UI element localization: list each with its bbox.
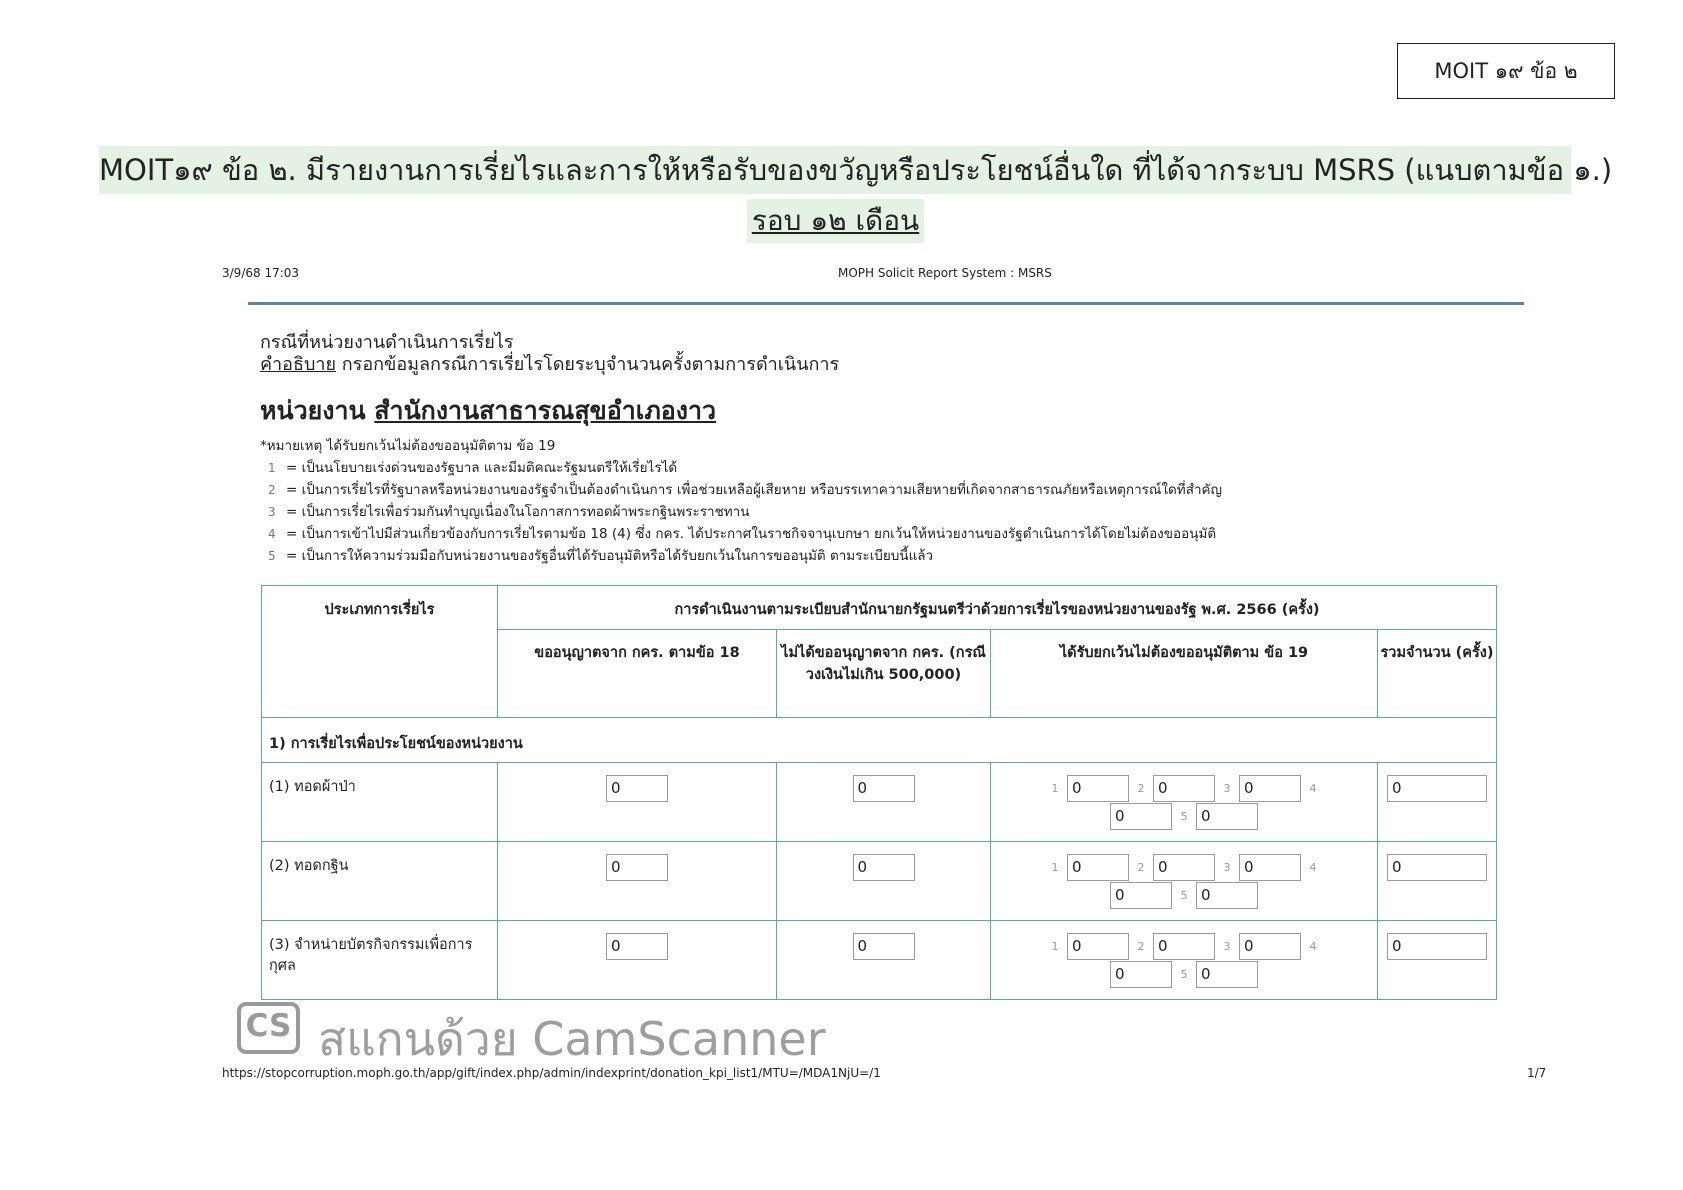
- page-number: 1/7: [1527, 1066, 1547, 1080]
- row-label: (2) ทอดกฐิน: [262, 842, 498, 921]
- row-label: (3) จำหน่ายบัตรกิจกรรมเพื่อการกุศล: [262, 921, 498, 1000]
- print-date: 3/9/68 17:03: [222, 266, 300, 280]
- total-input[interactable]: 0: [1387, 933, 1487, 960]
- camscanner-watermark: สแกนด้วย CamScanner: [318, 1012, 826, 1066]
- remark-title: *หมายเหตุ ได้รับยกเว้นไม่ต้องขออนุมัติตาม ข้อ 19: [260, 438, 556, 454]
- header-permit: ขออนุญาตจาก กคร. ตามข้อ 18: [498, 630, 777, 718]
- header-group: การดำเนินงานตามระเบียบสำนักนายกรัฐมนตรีว่าด้วยการเรี่ยไรของหน่วยงานของรัฐ พ.ศ. 2566 (ครั้ง): [498, 586, 1497, 630]
- exempt-5-input[interactable]: 0: [1196, 882, 1258, 909]
- agency-label: หน่วยงาน: [260, 396, 375, 425]
- header-total: รวมจำนวน (ครั้ง): [1378, 630, 1497, 718]
- document-subtitle: รอบ ๑๒ เดือน: [747, 199, 924, 243]
- agency-name: สำนักงานสาธารณสุขอำเภองาว: [374, 396, 717, 425]
- remark-item: 2 = เป็นการเรี่ยไรที่รัฐบาลหรือหน่วยงานของรัฐจำเป็นต้องดำเนินการ เพื่อช่วยเหลือผู้เสียหาย หรือบรรเทาความเสียหายที่เกิดจากสาธารณภัยหรือเหตุการณ์ใดที่สำคัญ: [268, 482, 1223, 498]
- header-type: ประเภทการเรี่ยไร: [262, 586, 498, 718]
- permit-input[interactable]: 0: [606, 775, 668, 802]
- exempt-1-input[interactable]: 0: [1067, 775, 1129, 802]
- exempt-1-input[interactable]: 0: [1067, 933, 1129, 960]
- exempt-5-input[interactable]: 0: [1196, 961, 1258, 988]
- row-label: (1) ทอดผ้าป่า: [262, 763, 498, 842]
- remark-item: 4 = เป็นการเข้าไปมีส่วนเกี่ยวข้องกับการเรี่ยไรตามข้อ 18 (4) ซึ่ง กคร. ได้ประกาศในราชกิจจานุเบกษา ยกเว้นให้หน่วยงานของรัฐดำเนินการได้โดยไม่ต้องขออนุมัติ: [268, 526, 1217, 542]
- system-name: MOPH Solicit Report System : MSRS: [838, 266, 1052, 280]
- agency-line: [260, 391, 716, 431]
- header-exempt: ได้รับยกเว้นไม่ต้องขออนุมัติตาม ข้อ 19: [991, 630, 1378, 718]
- table-row: (1) ทอดผ้าป่า 0 0 1 0 2 0 3 0 4 0 5 0 0: [262, 763, 1497, 842]
- exempt-5-input[interactable]: 0: [1196, 803, 1258, 830]
- exempt-3-input[interactable]: 0: [1239, 933, 1301, 960]
- permit-input[interactable]: 0: [606, 933, 668, 960]
- section-title: 1) การเรี่ยไรเพื่อประโยชน์ของหน่วยงาน: [262, 718, 1497, 763]
- description-label: คำอธิบาย: [260, 354, 337, 375]
- exempt-2-input[interactable]: 0: [1153, 775, 1215, 802]
- description-line: [260, 349, 839, 378]
- header-nopermit: ไม่ได้ขออนุญาตจาก กคร. (กรณีวงเงินไม่เกิน 500,000): [777, 630, 991, 718]
- footer-url: https://stopcorruption.moph.go.th/app/gift/index.php/admin/indexprint/donation_kpi_list1/MTU=/MDA1NjU=/1: [222, 1066, 881, 1080]
- exempt-4-input[interactable]: 0: [1110, 961, 1172, 988]
- exempt-1-input[interactable]: 0: [1067, 854, 1129, 881]
- document-tag: MOIT ๑๙ ข้อ ๒: [1397, 43, 1615, 99]
- total-input[interactable]: 0: [1387, 775, 1487, 802]
- nopermit-input[interactable]: 0: [853, 775, 915, 802]
- permit-input[interactable]: 0: [606, 854, 668, 881]
- exempt-3-input[interactable]: 0: [1239, 775, 1301, 802]
- remark-item: 5 = เป็นการให้ความร่วมมือกับหน่วยงานของรัฐอื่นที่ได้รับอนุมัติหรือได้รับยกเว้นในการขออนุมัติ ตามระเบียบนี้แล้ว: [268, 548, 934, 564]
- remark-item: 1 = เป็นนโยบายเร่งด่วนของรัฐบาล และมีมติคณะรัฐมนตรีให้เรี่ยไรได้: [268, 460, 678, 476]
- nopermit-input[interactable]: 0: [853, 933, 915, 960]
- case-title: กรณีที่หน่วยงานดำเนินการเรี่ยไร: [260, 332, 514, 353]
- solicitation-report-table: [261, 585, 1497, 1000]
- exempt-2-input[interactable]: 0: [1153, 933, 1215, 960]
- description-text: กรอกข้อมูลกรณีการเรี่ยไรโดยระบุจำนวนครั้งตามการดำเนินการ: [336, 354, 840, 375]
- remark-item: 3 = เป็นการเรี่ยไรเพื่อร่วมกันทำบุญเนื่องในโอกาสการทอดผ้าพระกฐินพระราชทาน: [268, 504, 750, 520]
- exempt-2-input[interactable]: 0: [1153, 854, 1215, 881]
- exempt-4-input[interactable]: 0: [1110, 882, 1172, 909]
- document-title: MOIT๑๙ ข้อ ๒. มีรายงานการเรี่ยไรและการให้หรือรับของขวัญหรือประโยชน์อื่นใด ที่ได้จากระบบ MSRS (แนบตามข้อ ๑.): [99, 146, 1571, 194]
- header-divider: [248, 302, 1524, 305]
- nopermit-input[interactable]: 0: [853, 854, 915, 881]
- exempt-4-input[interactable]: 0: [1110, 803, 1172, 830]
- camscanner-logo: CS: [237, 1002, 300, 1054]
- total-input[interactable]: 0: [1387, 854, 1487, 881]
- table-row: (3) จำหน่ายบัตรกิจกรรมเพื่อการกุศล 0 0 1 0 2 0 3 0 4 0 5 0 0: [262, 921, 1497, 1000]
- table-row: (2) ทอดกฐิน 0 0 1 0 2 0 3 0 4 0 5 0 0: [262, 842, 1497, 921]
- exempt-3-input[interactable]: 0: [1239, 854, 1301, 881]
